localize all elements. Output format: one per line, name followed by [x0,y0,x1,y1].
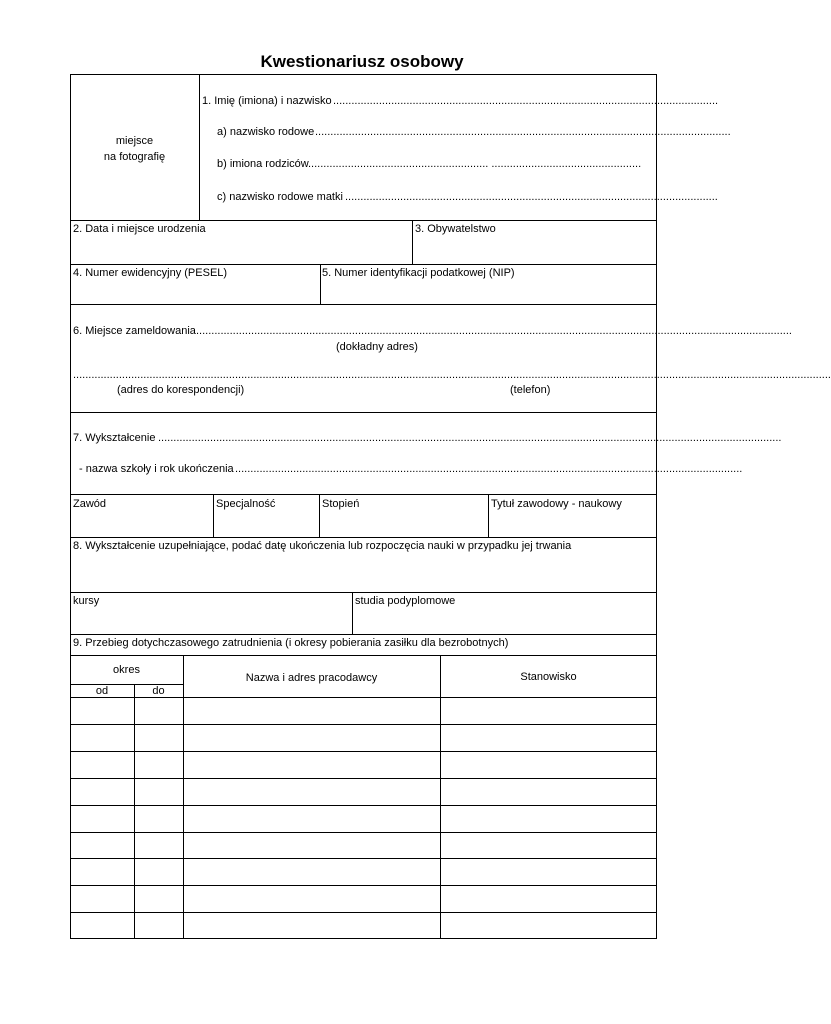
table-row[interactable] [70,912,657,913]
courses-label: kursy [73,595,100,607]
pesel-label: 4. Numer ewidencyjny (PESEL) [73,267,228,279]
residence-label: 6. Miejsce zameldowania [73,325,196,337]
postgrad-label: studia podyplomowe [355,595,456,607]
to-header: do [152,685,165,697]
specialty-label: Specjalność [216,498,276,510]
supplementary-education-label: 8. Wykształcenie uzupełniające, podać datę ukończenia lub rozpoczęcia nauki w przypadku jej trwania [73,540,572,552]
profession-label: Zawód [73,498,107,510]
school-field[interactable]: ...................................................................................................................................................................... [235,463,743,475]
period-header: okres [113,664,140,676]
phone-label: (telefon) [510,384,551,396]
parents-names-label: b) imiona rodziców [217,158,309,170]
table-row[interactable] [70,832,657,833]
nip-label: 5. Numer identyfikacji podatkowej (NIP) [322,267,515,279]
position-header: Stanowisko [520,671,577,683]
title-label: Tytuł zawodowy - naukowy [491,498,622,510]
maiden-name-label: a) nazwisko rodowe [217,126,315,138]
table-row[interactable] [70,805,657,806]
employment-label: 9. Przebieg dotychczasowego zatrudnienia (i okresy pobierania zasiłku dla bezrobotnych) [73,637,509,649]
degree-label: Stopień [322,498,360,510]
mother-maiden-name-label: c) nazwisko rodowe matki [217,191,343,203]
page-title: Kwestionariusz osobowy [260,52,464,71]
name-field-label: 1. Imię (imiona) i nazwisko [202,95,332,107]
employer-header: Nazwa i adres pracodawcy [245,672,378,684]
table-row[interactable] [70,724,657,725]
school-label: - nazwa szkoły i rok ukończenia [79,463,234,475]
correspondence-field[interactable]: ........................................................................................................................................................................................................................................................ [73,369,831,381]
photo-label-1: miejsce [115,135,154,147]
name-field[interactable]: .............................................................................................................................. [333,95,719,107]
maiden-name-field[interactable]: ........................................................................................................................................ [315,126,731,138]
table-row[interactable] [70,778,657,779]
table-row[interactable] [70,751,657,752]
table-row[interactable] [70,858,657,859]
citizenship-label: 3. Obywatelstwo [415,223,496,235]
table-row[interactable] [70,697,657,698]
correspondence-label: (adres do korespondencji) [117,384,245,396]
parents-names-field[interactable]: ........................................................... ................................................. [308,158,642,170]
table-row[interactable] [70,885,657,886]
exact-address-label: (dokładny adres) [336,341,418,353]
residence-field[interactable]: ................................................................................................................................................................................................... [196,325,792,337]
from-header: od [95,685,109,697]
mother-maiden-name-field[interactable]: .......................................................................................................................... [345,191,718,203]
photo-label-2: na fotografię [103,151,166,163]
education-field[interactable]: ............................................................................................................................................................................................................ [158,432,782,444]
education-label: 7. Wykształcenie [73,432,156,444]
birth-label: 2. Data i miejsce urodzenia [73,223,206,235]
